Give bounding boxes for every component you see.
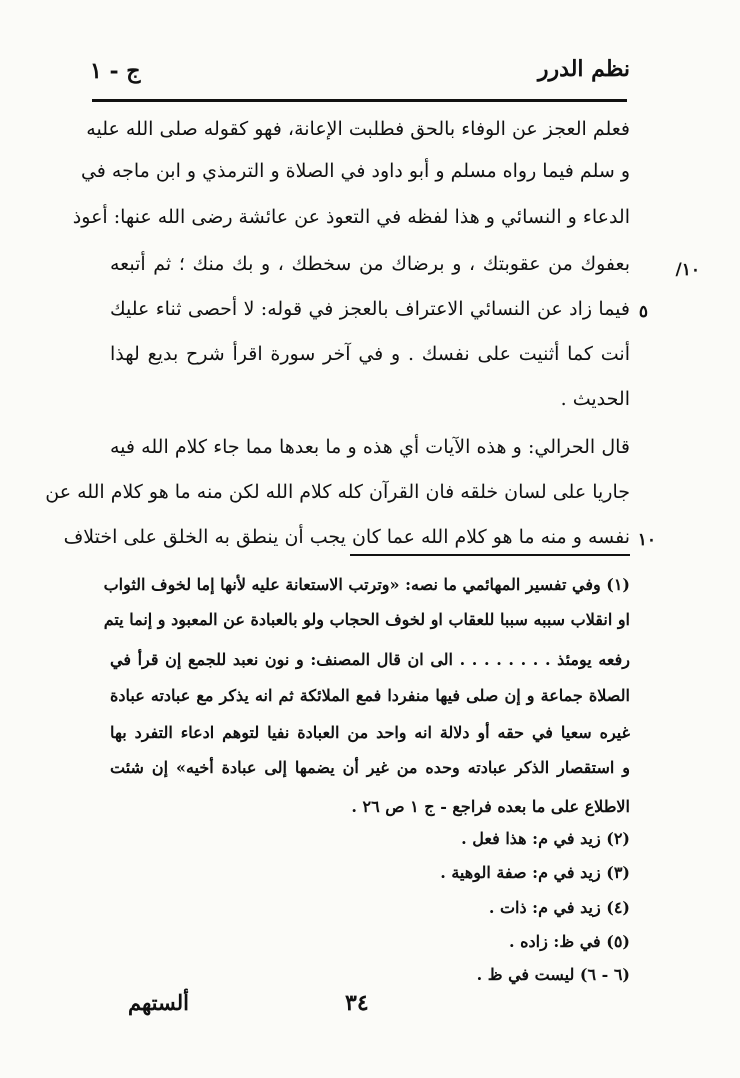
- body-line-8: قال الحرالي: و هذه الآيات أي هذه و ما بعدها مما جاء كلام الله فيه: [110, 436, 630, 458]
- running-head-volume: ج - ١: [90, 58, 141, 84]
- footnote-line-3: رفعه يومئذ . . . . . . . . الى ان قال المصنف: و نون نعبد للجمع إن قرأ في: [110, 650, 630, 669]
- footnote-line-1: (١) وفي تفسير المهائمي ما نصه: «وترتب الاستعانة عليه لأنها إما لخوف الثواب: [103, 575, 630, 594]
- margin-line-number-10: ١٠: [637, 530, 656, 550]
- footnote-2: (٢) زيد في م: هذا فعل .: [461, 829, 630, 848]
- margin-line-number-5: ٥: [638, 302, 648, 322]
- footnote-line-6: و استقصار الذكر عبادته وحده من غير أن يضمها إلى عبادة أخيه» إن شئت: [110, 758, 630, 777]
- footnote-5: (٥) في ظ: زاده .: [509, 932, 630, 951]
- footnote-line-5: غيره سعيا في حقه أو دلالة انه واحد من العبادة نفيا لتوهم ادعاء التفرد بها: [110, 723, 630, 742]
- body-line-6: أنت كما أثنيت على نفسك . و في آخر سورة اقرأ شرح بديع لهذا: [110, 343, 630, 365]
- body-line-4: بعفوك من عقوبتك ، و برضاك من سخطك ، و بك منك ؛ ثم أتبعه: [110, 253, 630, 275]
- page-number: ٣٤: [345, 990, 369, 1016]
- signature-mark: ألستهم: [128, 990, 189, 1015]
- footnote-6: (٦ - ٦) ليست في ظ .: [476, 965, 630, 984]
- body-line-10: نفسه و منه ما هو كلام الله عما كان يجب أن ينطق به الخلق على اختلاف: [63, 526, 630, 548]
- footnote-line-7: الاطلاع على ما بعده فراجع - ج ١ ص ٢٦ .: [351, 797, 630, 816]
- footnote-line-4: الصلاة جماعة و إن صلى فيها منفردا فمع الملائكة ثم انه يذكر مع عبادته عبادة: [110, 686, 630, 705]
- running-head-title: نظم الدرر: [537, 56, 630, 82]
- body-line-5: فيما زاد عن النسائي الاعتراف بالعجز في قوله: لا أحصى ثناء عليك: [110, 298, 630, 320]
- body-line-7: الحديث .: [560, 388, 630, 410]
- footnote-4: (٤) زيد في م: ذات .: [488, 898, 630, 917]
- footnote-line-2: او انقلاب سببه سببا للعقاب او لخوف الحجاب ولو بالعبادة عن المعبود و إنما يتم: [103, 610, 630, 629]
- margin-folio-marker: ١٠/: [675, 260, 700, 280]
- body-line-9: جاريا على لسان خلقه فان القرآن كله كلام الله لكن منه ما هو كلام الله عن: [45, 481, 630, 503]
- footnote-3: (٣) زيد في م: صفة الوهية .: [440, 863, 630, 882]
- footnote-rule: [350, 554, 630, 556]
- body-line-3: الدعاء و النسائي و هذا لفظه في التعوذ عن عائشة رضى الله عنها: أعوذ: [72, 206, 630, 228]
- header-rule: [92, 99, 627, 102]
- body-line-2: و سلم فيما رواه مسلم و أبو داود في الصلاة و الترمذي و ابن ماجه في: [80, 160, 630, 182]
- body-line-1: فعلم العجز عن الوفاء بالحق فطلبت الإعانة، فهو كقوله صلى الله عليه: [86, 118, 630, 140]
